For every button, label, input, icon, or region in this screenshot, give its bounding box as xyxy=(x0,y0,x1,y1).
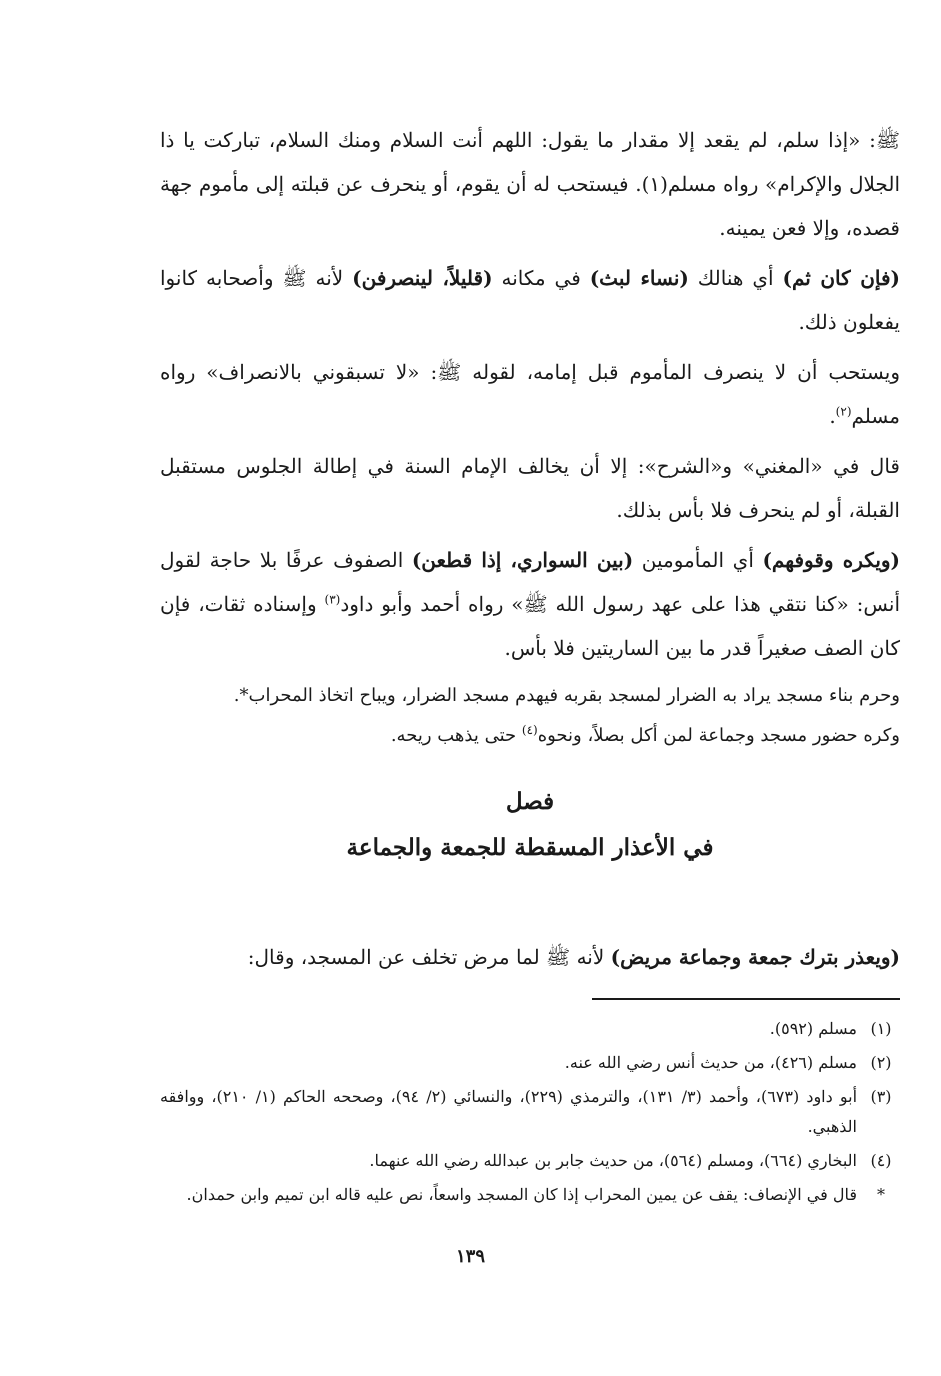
footnote-number: (٣) xyxy=(870,1087,892,1106)
footnote-item xyxy=(160,1014,905,1044)
matn-bold: (ويكره وقوفهم) xyxy=(762,548,901,572)
footnote-item xyxy=(160,1146,905,1176)
footnote-text: أبو داود (٦٧٣)، وأحمد (٣/ ١٣١)، والترمذي (٢٢٩)، والنسائي (٢/ ٩٤)، وصححه الحاكم (١/ ٢١٠)، ووافقه الذهبي. xyxy=(160,1087,858,1136)
text-run: وكره حضور مسجد وجماعة لمن أكل بصلاً، ونحوه xyxy=(537,725,900,746)
matn-bold: (قليلاً، لينصرفن) xyxy=(352,266,493,290)
matn-bold: (نساء لبث) xyxy=(589,266,689,290)
footnote-number: (٢) xyxy=(870,1053,892,1072)
matn-bold: (ويعذر بترك جمعة وجماعة مريض) xyxy=(610,945,900,969)
footnote-ref[interactable]: (٣) xyxy=(324,592,341,607)
paragraph-2 xyxy=(160,256,900,344)
footnotes xyxy=(160,1014,905,1214)
footnote-text: البخاري (٦٦٤)، ومسلم (٥٦٤)، من حديث جابر بن عبدالله رضي الله عنهما. xyxy=(369,1151,857,1170)
paragraph-3 xyxy=(160,350,900,438)
paragraph-4: قال في «المغني» و«الشرح»: إلا أن يخالف الإمام السنة في إطالة الجلوس مستقبل القبلة، أو لم ينحرف فلا بأس بذلك. xyxy=(160,454,900,522)
text-run: وإسناده ثقات، فإن كان الصف صغيراً قدر ما بين الساريتين فلا بأس. xyxy=(160,592,900,660)
text-run: حتى يذهب ريحه. xyxy=(390,725,522,746)
footnote-item xyxy=(160,1048,905,1078)
paragraph-8 xyxy=(160,935,900,979)
footnote-asterisk: * xyxy=(877,1185,885,1204)
footnote-ref[interactable]: (٢) xyxy=(835,404,852,419)
footnote-item xyxy=(160,1180,905,1210)
section-label xyxy=(160,788,900,815)
footnote-text: قال في الإنصاف: يقف عن يمين المحراب إذا كان المسجد واسعاً، نص عليه قاله ابن تميم وابن حمدان. xyxy=(186,1185,857,1204)
footnote-number: (٤) xyxy=(870,1151,892,1170)
footnote-text: مسلم (٥٩٢). xyxy=(769,1019,857,1038)
text-run: في مكانه xyxy=(492,266,590,290)
main-text xyxy=(160,118,900,756)
footnote-text: مسلم (٤٢٦)، من حديث أنس رضي الله عنه. xyxy=(564,1053,857,1072)
paragraph-7 xyxy=(160,716,900,756)
text-run: ويستحب أن لا ينصرف المأموم قبل إمامه، لقوله ﷺ: «لا تسبقوني بالانصراف» رواه مسلم xyxy=(160,360,900,428)
footnote-divider xyxy=(592,998,900,1000)
page-number: ١٣٩ xyxy=(455,1246,485,1267)
paragraph-5 xyxy=(160,538,900,670)
footnote-ref[interactable]: (٤) xyxy=(521,723,538,737)
paragraph-6: وحرم بناء مسجد يراد به الضرار لمسجد بقربه فيهدم مسجد الضرار، ويباح اتخاذ المحراب*. xyxy=(233,685,900,706)
text-run: أي هنالك xyxy=(688,266,783,290)
matn-bold: (بين السواري، إذا قطعن) xyxy=(411,548,634,572)
text-run: لأنه ﷺ وأصحابه كانوا يفعلون ذلك. xyxy=(160,266,900,334)
text-run: لأنه ﷺ لما مرض تخلف عن المسجد، وقال: xyxy=(247,945,611,969)
text-run: أي المأمومين xyxy=(633,548,763,572)
text-run: الصفوف عرفًا بلا حاجة لقول أنس: «كنا نتقي هذا على عهد رسول الله ﷺ» رواه أحمد وأبو داود xyxy=(160,548,900,616)
footnote-item xyxy=(160,1082,905,1142)
section-label-text: فصل xyxy=(505,788,555,815)
text-run: . xyxy=(829,404,836,428)
matn-bold: (فإن كان ثم) xyxy=(782,266,901,290)
footnote-number: (١) xyxy=(870,1019,892,1038)
section-title: في الأعذار المسقطة للجمعة والجماعة xyxy=(346,834,714,861)
paragraph-1: ﷺ: «إذا سلم، لم يقعد إلا مقدار ما يقول: اللهم أنت السلام ومنك السلام، تباركت يا ذا الجلال والإكرام» رواه مسلم(١). فيستحب له أن يقوم، أو ينحرف عن قبلته إلى مأموم جهة قصده، وإلا فعن يمينه. xyxy=(160,128,900,240)
